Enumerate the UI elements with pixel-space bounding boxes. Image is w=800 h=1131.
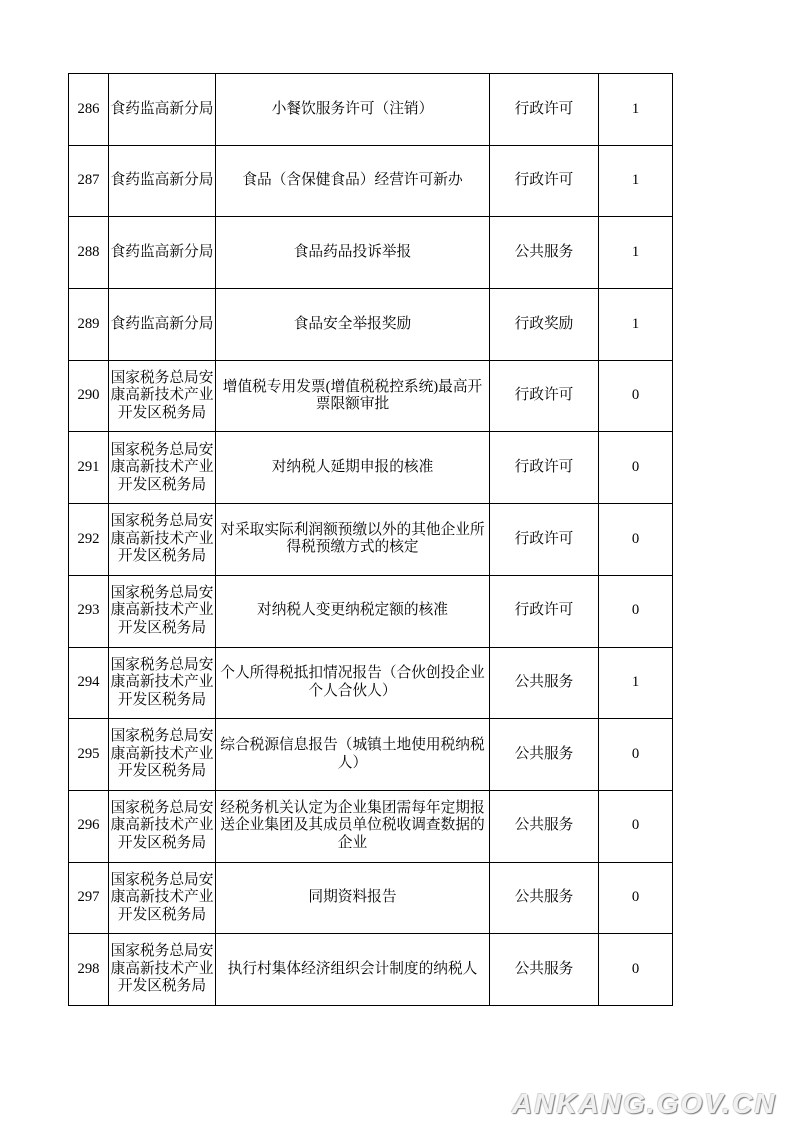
item-name-cell: 执行村集体经济组织会计制度的纳税人 <box>216 934 490 1006</box>
item-type-cell: 行政许可 <box>490 504 599 576</box>
count-cell: 0 <box>599 432 673 504</box>
department-cell: 国家税务总局安康高新技术产业开发区税务局 <box>109 934 216 1006</box>
count-cell: 0 <box>599 504 673 576</box>
count-cell: 0 <box>599 934 673 1006</box>
table-row <box>69 719 673 791</box>
item-type-cell: 公共服务 <box>490 934 599 1006</box>
table-row <box>69 504 673 576</box>
count-cell: 1 <box>599 217 673 289</box>
item-name-cell: 同期资料报告 <box>216 862 490 934</box>
count-cell: 1 <box>599 289 673 361</box>
department-cell: 国家税务总局安康高新技术产业开发区税务局 <box>109 432 216 504</box>
item-type-cell: 公共服务 <box>490 217 599 289</box>
item-name-cell: 增值税专用发票(增值税税控系统)最高开票限额审批 <box>216 360 490 432</box>
department-cell: 食药监高新分局 <box>109 74 216 146</box>
row-number: 289 <box>69 289 109 361</box>
department-cell: 食药监高新分局 <box>109 289 216 361</box>
count-cell: 0 <box>599 790 673 862</box>
department-cell: 国家税务总局安康高新技术产业开发区税务局 <box>109 360 216 432</box>
department-cell: 国家税务总局安康高新技术产业开发区税务局 <box>109 790 216 862</box>
item-type-cell: 公共服务 <box>490 862 599 934</box>
item-name-cell: 个人所得税抵扣情况报告（合伙创投企业个人合伙人） <box>216 647 490 719</box>
department-cell: 国家税务总局安康高新技术产业开发区税务局 <box>109 575 216 647</box>
item-name-cell: 食品（含保健食品）经营许可新办 <box>216 145 490 217</box>
item-type-cell: 行政许可 <box>490 145 599 217</box>
department-cell: 国家税务总局安康高新技术产业开发区税务局 <box>109 862 216 934</box>
table-row <box>69 145 673 217</box>
item-type-cell: 公共服务 <box>490 647 599 719</box>
row-number: 287 <box>69 145 109 217</box>
site-watermark: ANKANG.GOV.CN <box>512 1088 777 1119</box>
row-number: 298 <box>69 934 109 1006</box>
table-row <box>69 647 673 719</box>
count-cell: 1 <box>599 647 673 719</box>
table-row <box>69 74 673 146</box>
table-row <box>69 432 673 504</box>
department-cell: 国家税务总局安康高新技术产业开发区税务局 <box>109 504 216 576</box>
table-row <box>69 862 673 934</box>
row-number: 288 <box>69 217 109 289</box>
table-row <box>69 289 673 361</box>
item-name-cell: 综合税源信息报告（城镇土地使用税纳税人） <box>216 719 490 791</box>
row-number: 293 <box>69 575 109 647</box>
item-name-cell: 对纳税人延期申报的核准 <box>216 432 490 504</box>
row-number: 292 <box>69 504 109 576</box>
count-cell: 0 <box>599 719 673 791</box>
item-type-cell: 行政许可 <box>490 432 599 504</box>
item-type-cell: 公共服务 <box>490 790 599 862</box>
count-cell: 0 <box>599 360 673 432</box>
item-name-cell: 对纳税人变更纳税定额的核准 <box>216 575 490 647</box>
table-row <box>69 360 673 432</box>
row-number: 295 <box>69 719 109 791</box>
row-number: 291 <box>69 432 109 504</box>
row-number: 294 <box>69 647 109 719</box>
count-cell: 0 <box>599 862 673 934</box>
count-cell: 1 <box>599 145 673 217</box>
item-name-cell: 食品药品投诉举报 <box>216 217 490 289</box>
item-name-cell: 食品安全举报奖励 <box>216 289 490 361</box>
row-number: 290 <box>69 360 109 432</box>
item-type-cell: 行政许可 <box>490 74 599 146</box>
table-row <box>69 934 673 1006</box>
item-type-cell: 行政奖励 <box>490 289 599 361</box>
table-row <box>69 217 673 289</box>
item-type-cell: 行政许可 <box>490 575 599 647</box>
item-name-cell: 经税务机关认定为企业集团需每年定期报送企业集团及其成员单位税收调查数据的企业 <box>216 790 490 862</box>
service-items-table <box>68 73 673 1006</box>
department-cell: 食药监高新分局 <box>109 217 216 289</box>
department-cell: 国家税务总局安康高新技术产业开发区税务局 <box>109 719 216 791</box>
row-number: 286 <box>69 74 109 146</box>
item-name-cell: 小餐饮服务许可（注销） <box>216 74 490 146</box>
table-row <box>69 790 673 862</box>
item-type-cell: 公共服务 <box>490 719 599 791</box>
item-type-cell: 行政许可 <box>490 360 599 432</box>
count-cell: 1 <box>599 74 673 146</box>
table-row <box>69 575 673 647</box>
department-cell: 国家税务总局安康高新技术产业开发区税务局 <box>109 647 216 719</box>
item-name-cell: 对采取实际利润额预缴以外的其他企业所得税预缴方式的核定 <box>216 504 490 576</box>
row-number: 296 <box>69 790 109 862</box>
department-cell: 食药监高新分局 <box>109 145 216 217</box>
count-cell: 0 <box>599 575 673 647</box>
row-number: 297 <box>69 862 109 934</box>
